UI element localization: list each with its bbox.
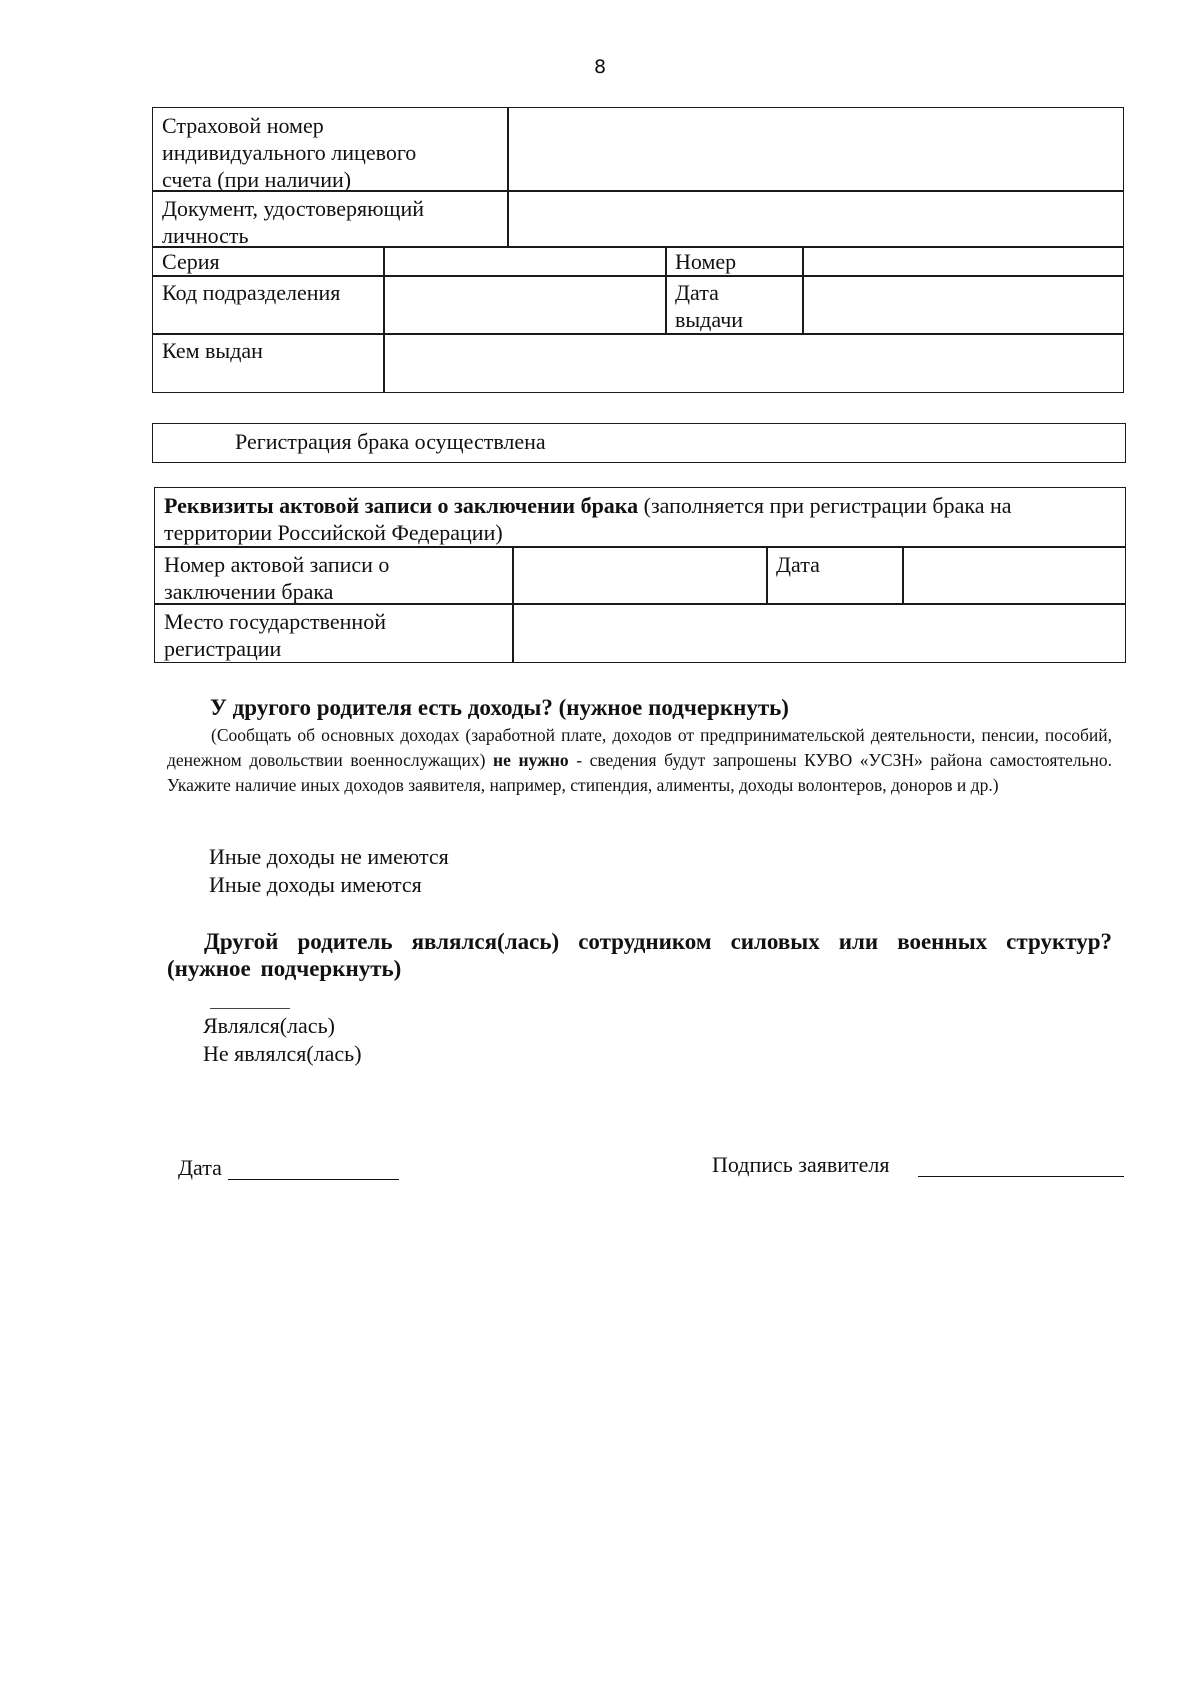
income-question-title: У другого родителя есть доходы? (нужное подчеркнуть) — [210, 695, 789, 720]
issue-date-field[interactable] — [802, 275, 1124, 335]
issued-by-label: Кем выдан — [152, 333, 385, 393]
id-document-field[interactable] — [507, 190, 1124, 248]
date-line[interactable] — [228, 1179, 399, 1180]
snils-label: Страховой номер индивидуального лицевого счета (при наличии) — [152, 107, 509, 192]
marriage-record-title-bold: Реквизиты актовой записи о заключении брака — [164, 493, 639, 518]
snils-field[interactable] — [507, 107, 1124, 192]
income-option-has[interactable]: Иные доходы имеются — [209, 872, 422, 897]
income-question-note — [167, 723, 1112, 798]
registration-place-label: Место государственной регистрации — [154, 603, 514, 663]
signature-line[interactable] — [918, 1176, 1124, 1177]
series-label: Серия — [152, 246, 385, 277]
signature-label: Подпись заявителя — [712, 1152, 890, 1177]
marriage-status-box — [152, 423, 1126, 463]
marriage-record-title — [154, 487, 1126, 548]
record-date-field[interactable] — [902, 546, 1126, 605]
unit-code-field[interactable] — [383, 275, 667, 335]
page-number: 8 — [593, 56, 607, 78]
id-document-label: Документ, удостоверяющий личность — [152, 190, 509, 248]
marriage-status-text: Регистрация брака осуществлена — [235, 429, 546, 454]
date-label: Дата — [178, 1155, 222, 1180]
record-number-field[interactable] — [512, 546, 768, 605]
number-field[interactable] — [802, 246, 1124, 277]
number-label: Номер — [665, 246, 804, 277]
service-option-no[interactable]: Не являлся(лась) — [203, 1041, 362, 1066]
unit-code-label: Код подразделения — [152, 275, 385, 335]
registration-place-field[interactable] — [512, 603, 1126, 663]
income-option-none[interactable]: Иные доходы не имеются — [209, 844, 449, 869]
issue-date-label: Дата выдачи — [665, 275, 804, 335]
underline-mark — [210, 1008, 290, 1009]
service-option-yes[interactable]: Являлся(лась) — [203, 1013, 335, 1038]
series-field[interactable] — [383, 246, 667, 277]
marriage-record-title-note: (заполняется при регистрации брака на территории Российской Федерации) — [164, 493, 1012, 545]
income-note-text-1: (Сообщать об основных доходах (заработной плате, доходов от предпринимательской деятельности, пенсии, пособий, денежном довольствии военнослужащих) — [167, 725, 1112, 770]
income-note-bold: не нужно — [493, 750, 569, 770]
service-question-title: Другой родитель являлся(лась) сотрудником силовых или военных структур? (нужное подчеркнуть) — [167, 929, 1112, 981]
issued-by-field[interactable] — [383, 333, 1124, 393]
record-date-label: Дата — [766, 546, 904, 605]
record-number-label: Номер актовой записи о заключении брака — [154, 546, 514, 605]
income-note-text-2: - сведения будут запрошены КУВО «УСЗН» района самостоятельно. Укажите наличие иных доходов заявителя, например, стипендия, алименты, доходы волонтеров, доноров и др.) — [167, 750, 1112, 795]
